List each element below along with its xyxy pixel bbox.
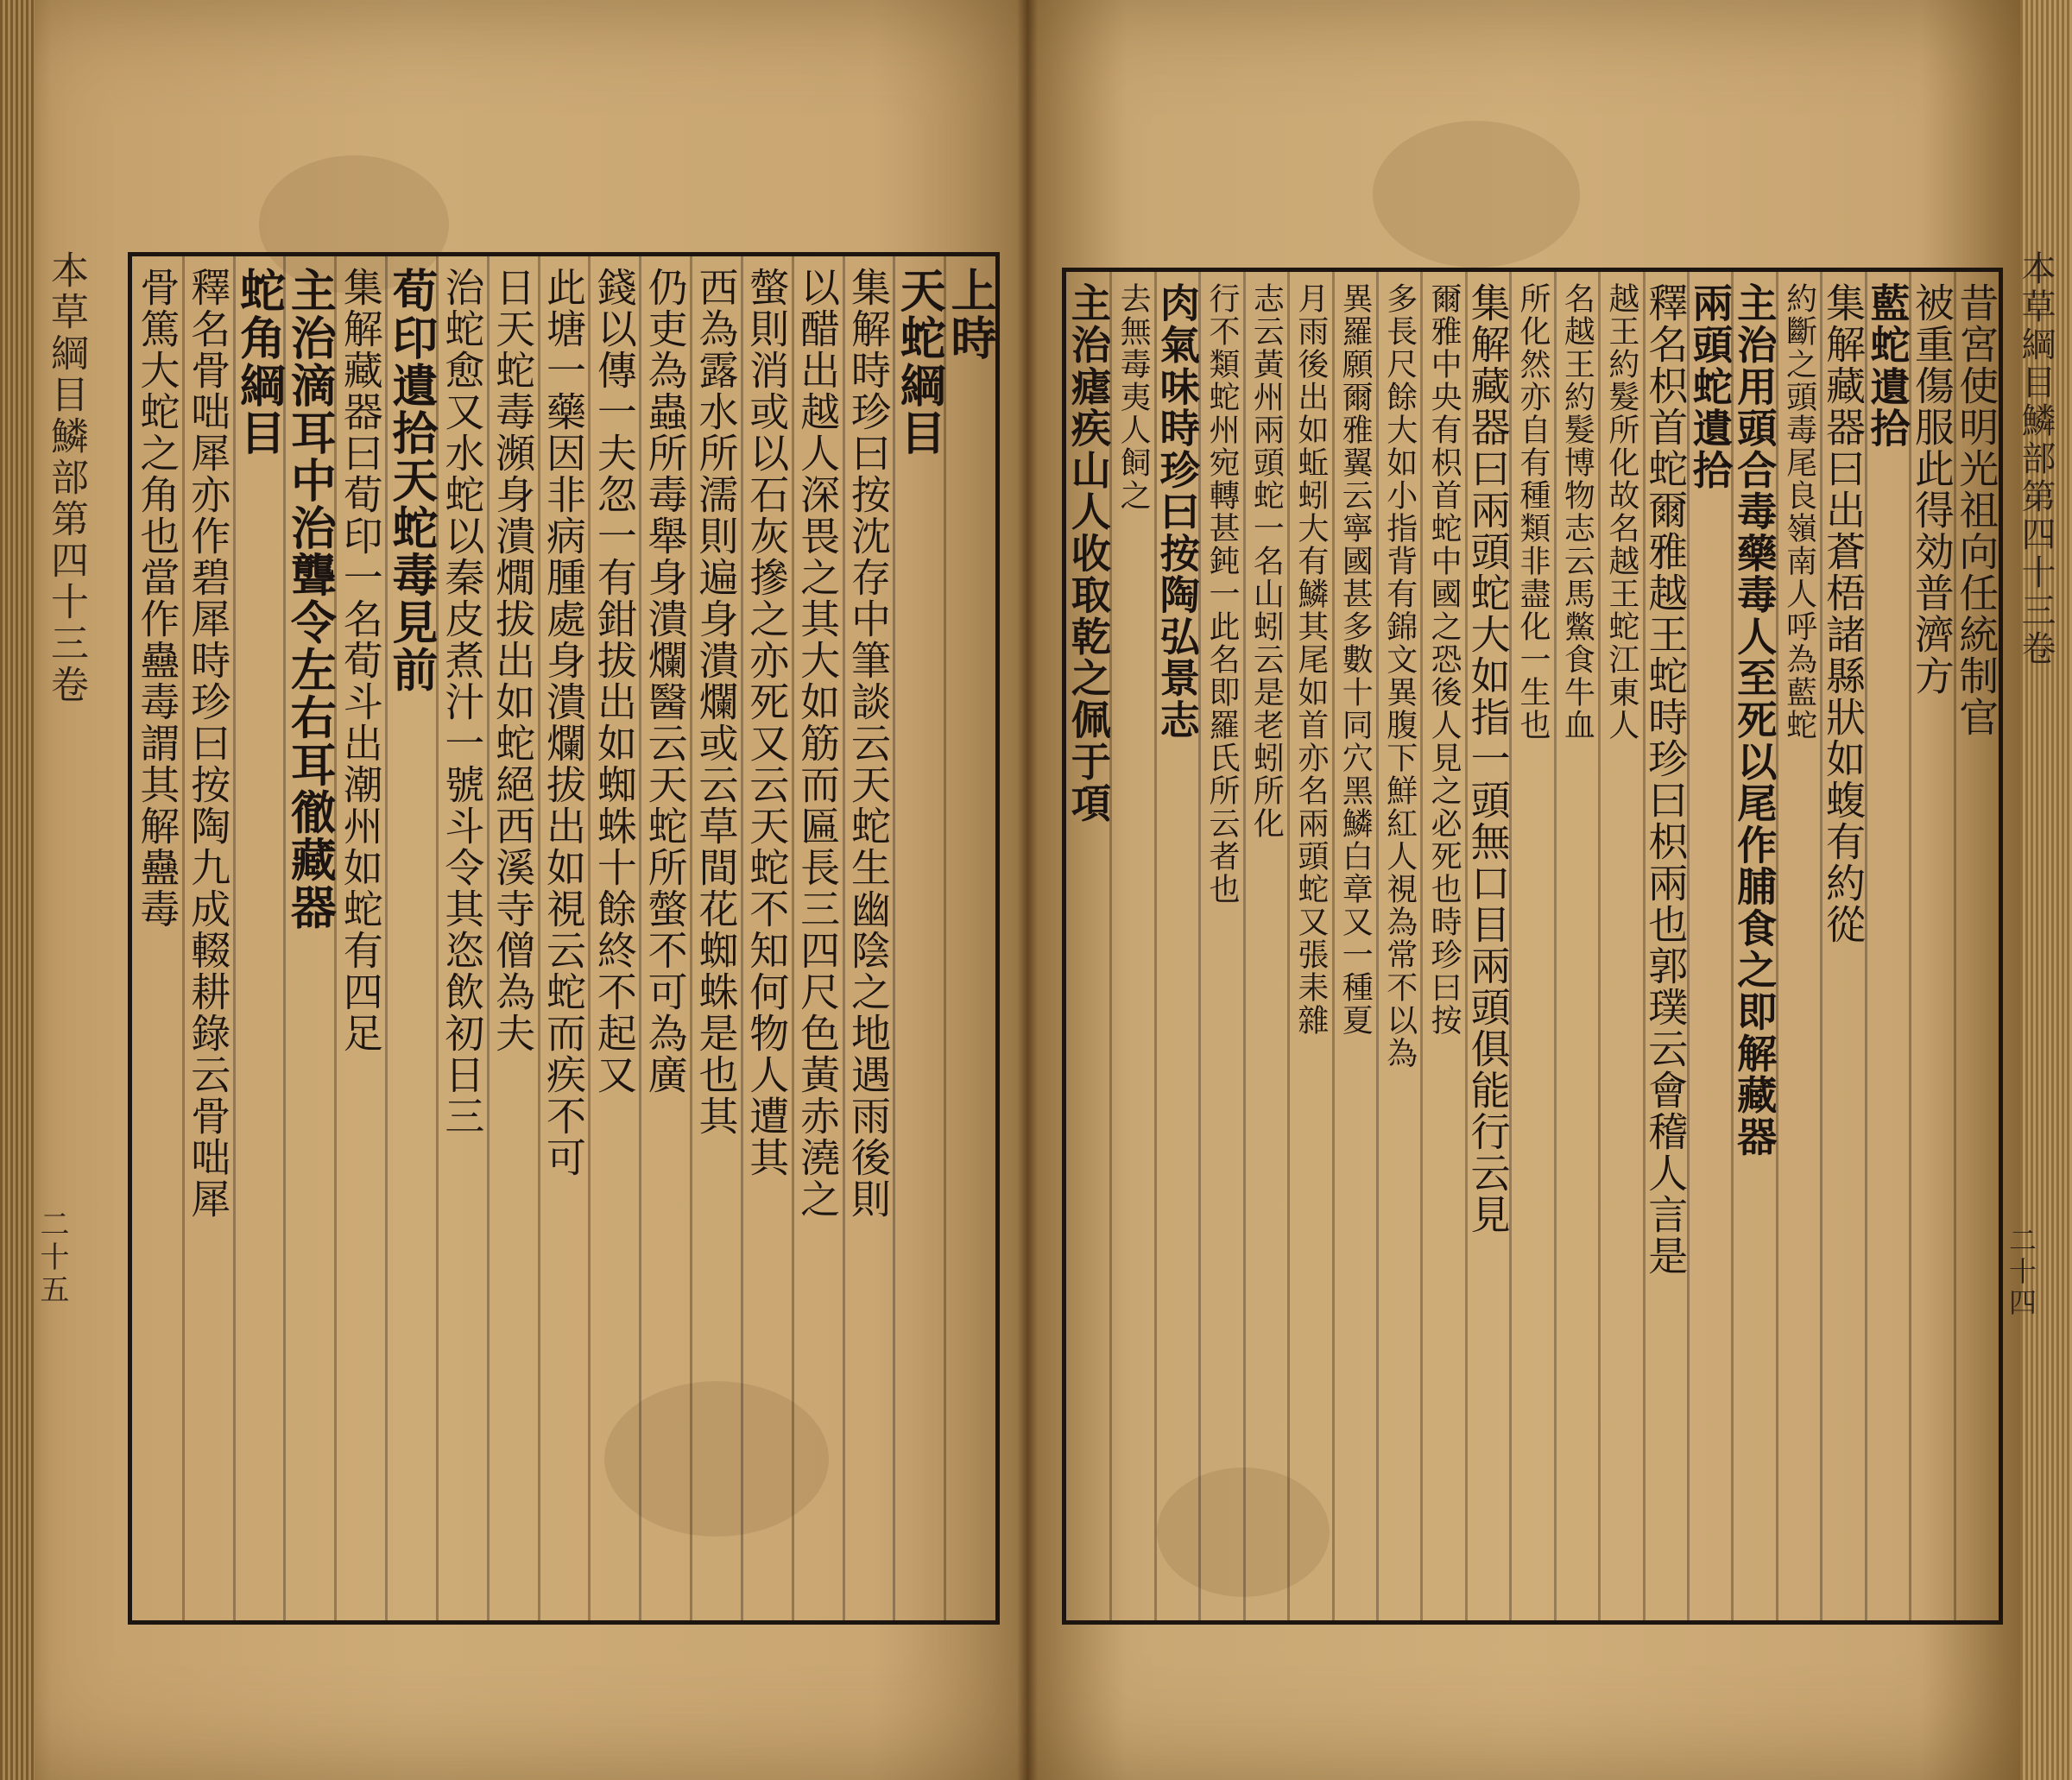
column-rule	[436, 256, 439, 1620]
column-rule	[1376, 272, 1379, 1620]
left-page-text-column: 錢以傳一夫忽一有鉗拔出如蜘蛛十餘終不起又	[591, 267, 638, 1095]
right-page-text-column: 兩頭蛇遺拾	[1686, 282, 1734, 491]
right-page-text-column: 爾雅中央有枳首蛇中國之恐後人見之必死也時珍曰按	[1426, 282, 1462, 1037]
right-page-text-column: 名越王約髮博物志云馬鱉食牛血	[1559, 282, 1595, 742]
column-rule	[1909, 272, 1911, 1620]
right-page-text-column: 志云黃州兩頭蛇一名山蚓云是老蚓所化	[1248, 282, 1285, 840]
column-rule	[893, 256, 895, 1620]
left-page-text-column: 日天蛇毒瀕身潰燗拔出如蛇絕西溪寺僧為夫	[490, 267, 537, 1054]
column-rule	[1109, 272, 1112, 1620]
right-page-number: 二十四	[2005, 1226, 2037, 1319]
right-page-text-column: 被重傷服此得効普濟方	[1908, 282, 1955, 697]
column-rule	[385, 256, 388, 1620]
right-page-text-column: 去無毒夷人飼之	[1115, 282, 1152, 512]
column-rule	[1332, 272, 1335, 1620]
column-rule	[1154, 272, 1157, 1620]
column-rule	[792, 256, 794, 1620]
right-margin-title: 本草綱目鱗部第四十三卷	[2016, 250, 2056, 668]
left-page-text-column: 骨篤大蛇之角也當作蠱毒謂其解蠱毒	[134, 267, 181, 930]
right-page-text-column: 主治用頭合毒藥毒人至死以尾作脯食之即解藏器	[1731, 282, 1778, 1158]
column-rule	[487, 256, 490, 1620]
column-rule	[1465, 272, 1468, 1620]
right-page-text-column: 行不類蛇州宛轉甚鈍一此名即羅氏所云者也	[1204, 282, 1240, 906]
right-page-text-column: 主治瘧疾山人收取乾之佩于項	[1064, 282, 1112, 824]
left-page-text-column: 此塘一藥因非病腫處身潰爛拔出如視云蛇而疾不可	[540, 267, 587, 1178]
left-page-text-column: 治蛇愈又水蛇以秦皮煮汁一號斗令其恣飲初日三	[439, 267, 486, 1137]
left-page-text-column: 仍吏為蟲所毒舉身潰爛醫云天蛇所螫不可為廣	[641, 267, 689, 1095]
right-page-text-column: 釋名枳首蛇爾雅越王蛇時珍曰枳兩也郭璞云會稽人言是	[1642, 282, 1690, 1277]
column-rule	[1598, 272, 1601, 1620]
right-page-text-column: 約斷之頭毒尾良嶺南人呼為藍蛇	[1781, 282, 1817, 742]
right-page-text-column: 集解藏器曰出蒼梧諸縣狀如蝮有約從	[1820, 282, 1867, 945]
column-rule	[639, 256, 641, 1620]
left-page-edges	[0, 0, 35, 1780]
column-rule	[182, 256, 185, 1620]
column-rule	[1820, 272, 1822, 1620]
book-gutter	[1017, 0, 1038, 1780]
left-text-frame	[128, 252, 1000, 1625]
left-page-text-column: 主治滴耳中治聾令左右耳徹藏器	[283, 267, 338, 931]
column-rule	[1509, 272, 1512, 1620]
right-page-text-column: 昔宮使明光祖向任統制官	[1953, 282, 2000, 738]
column-rule	[843, 256, 845, 1620]
left-page-text-column: 天蛇綱目	[893, 267, 947, 457]
column-rule	[283, 256, 286, 1620]
right-page-text-column: 藍蛇遺拾	[1864, 282, 1911, 450]
column-rule	[690, 256, 692, 1620]
right-page-text-column: 月雨後出如蚯蚓大有鱗其尾如首亦名兩頭蛇又張耒雜	[1292, 282, 1329, 1037]
column-rule	[1865, 272, 1867, 1620]
column-rule	[588, 256, 591, 1620]
paper-stain	[1373, 121, 1580, 268]
column-rule	[1198, 272, 1201, 1620]
column-rule	[1954, 272, 1956, 1620]
column-rule	[741, 256, 743, 1620]
column-rule	[944, 256, 946, 1620]
left-page-text-column: 集解藏器曰荀印一名荀斗出潮州如蛇有四足	[337, 267, 384, 1054]
left-margin-title: 本草綱目鱗部第四十三卷	[44, 250, 88, 706]
right-page-text-column: 越王約髮所化故名越王蛇江東人	[1603, 282, 1639, 742]
left-page-text-column: 西為露水所濡則遍身潰爛或云草間花蜘蛛是也其	[692, 267, 740, 1137]
right-page-text-column: 肉氣味時珍曰按陶弘景志	[1153, 282, 1201, 742]
column-rule	[1554, 272, 1557, 1620]
column-rule	[1687, 272, 1690, 1620]
left-page-text-column: 釋名骨咄犀亦作碧犀時珍曰按陶九成輟耕錄云骨咄犀	[185, 267, 232, 1220]
column-rule	[1776, 272, 1778, 1620]
left-page-text-column: 螫則消或以石灰摻之亦死又云天蛇不知何物人遭其	[743, 267, 791, 1178]
left-page-text-column: 荀印遺拾天蛇毒見前	[384, 267, 439, 694]
column-rule	[1243, 272, 1246, 1620]
right-page-text-column: 所化然亦自有種類非盡化一生也	[1515, 282, 1551, 742]
right-page-text-column: 集解藏器曰兩頭蛇大如指一頭無口目兩頭俱能行云見	[1464, 282, 1512, 1235]
column-rule	[538, 256, 540, 1620]
right-page-text-column: 異羅願爾雅翼云寧國甚多數十同穴黑鱗白章又一種夏	[1337, 282, 1374, 1037]
column-rule	[233, 256, 236, 1620]
left-page-number: 二十五	[35, 1209, 69, 1307]
left-page-text-column: 以醋出越人深畏之其大如筋而匾長三四尺色黃赤澆之	[794, 267, 842, 1220]
column-rule	[1643, 272, 1646, 1620]
column-rule	[1287, 272, 1290, 1620]
left-page-text-column: 蛇角綱目	[232, 267, 287, 457]
column-rule	[1420, 272, 1423, 1620]
left-page-text-column: 上時	[944, 267, 998, 362]
right-text-frame	[1062, 268, 2003, 1625]
column-rule	[1731, 272, 1734, 1620]
left-page-text-column: 集解時珍曰按沈存中筆談云天蛇生幽陰之地遇雨後則	[844, 267, 892, 1220]
column-rule	[334, 256, 337, 1620]
right-page-text-column: 多長尺餘大如小指背有錦文異腹下鮮紅人視為常不以為	[1381, 282, 1418, 1070]
